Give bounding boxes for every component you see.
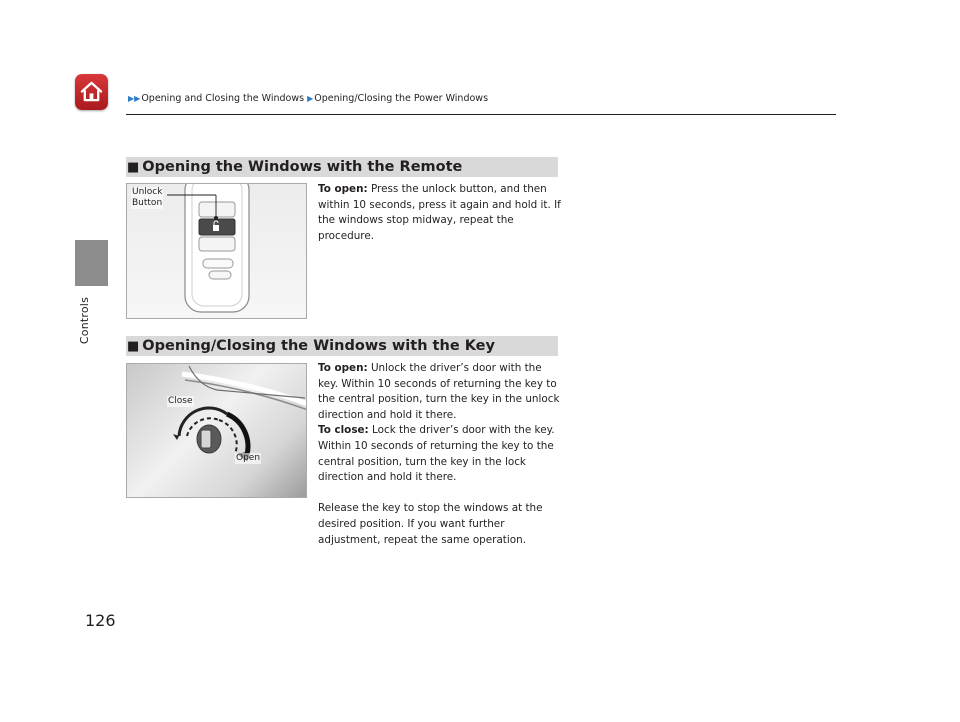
open-callout: Open <box>236 453 261 463</box>
breadcrumb <box>128 93 488 104</box>
paragraph: Release the key to stop the windows at the desired position. If you want further adjustment, repeat the same operation. <box>318 502 543 546</box>
section-title: Opening the Windows with the Remote <box>142 159 463 175</box>
breadcrumb-arrow-icon: ▶▶ <box>128 94 141 103</box>
square-bullet-icon: ■ <box>127 160 140 175</box>
key-door-figure <box>126 363 307 498</box>
paragraph: To close: Lock the driver’s door with the key. Within 10 seconds of returning the key to the central position, turn the key in the lock direction and hold it there. <box>318 424 555 484</box>
door-lock-illustration <box>127 364 307 498</box>
section-body <box>318 361 563 548</box>
breadcrumb-arrow-icon: ▶ <box>307 94 314 103</box>
page-number: 126 <box>85 611 116 630</box>
unlock-button-callout: Unlock Button <box>132 187 163 208</box>
square-bullet-icon: ■ <box>127 339 140 354</box>
breadcrumb-item[interactable]: Opening/Closing the Power Windows <box>314 93 489 104</box>
section-body <box>318 182 563 244</box>
section-header <box>126 336 558 356</box>
breadcrumb-item[interactable]: Opening and Closing the Windows <box>141 93 305 104</box>
header-divider <box>126 114 836 115</box>
chapter-tab-marker[interactable] <box>75 240 108 286</box>
paragraph: To open: Press the unlock button, and then within 10 seconds, press it again and hold it. If the windows stop midway, repeat the procedure. <box>318 183 561 242</box>
paragraph: To open: Unlock the driver’s door with the key. Within 10 seconds of returning the key to the central position, turn the key in the unlock direction and hold it there. <box>318 362 560 421</box>
house-glyph <box>80 80 103 103</box>
section-header <box>126 157 558 177</box>
remote-figure <box>126 183 307 319</box>
home-icon[interactable] <box>75 74 108 110</box>
chapter-tab-label[interactable]: Controls <box>78 297 91 345</box>
paragraph-gap <box>318 486 563 502</box>
close-callout: Close <box>168 396 193 406</box>
section-title: Opening/Closing the Windows with the Key <box>142 338 495 354</box>
